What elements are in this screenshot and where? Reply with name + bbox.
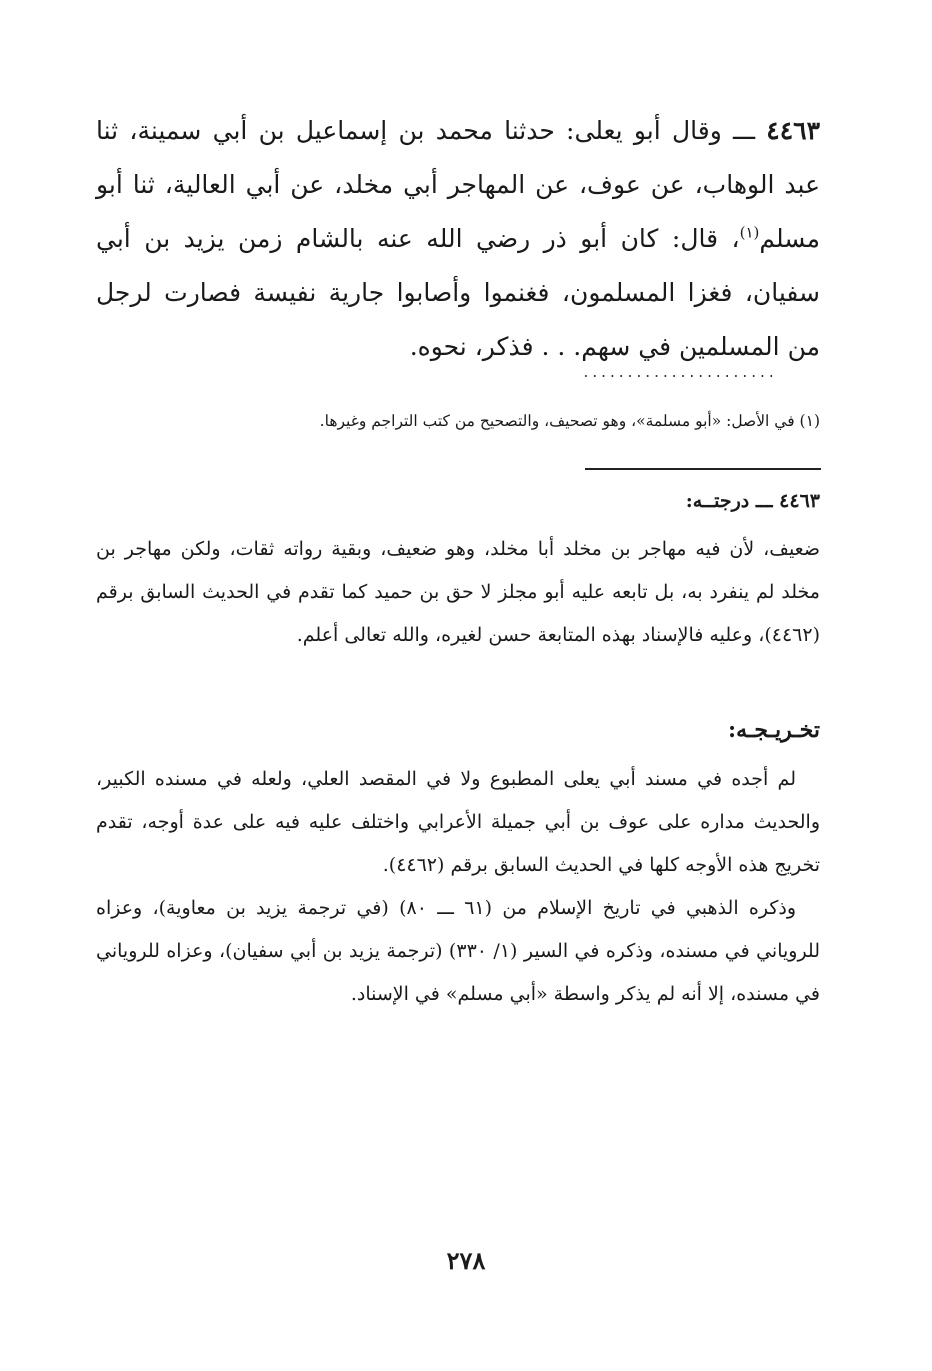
hadith-text bbox=[96, 104, 820, 374]
footnote-marker: (١) bbox=[739, 223, 760, 242]
hadith-number: ٤٤٦٣ bbox=[766, 116, 820, 145]
hadith-text-part1: وقال أبو يعلى: حدثنا محمد بن إسماعيل بن أبي سمينة، ثنا عبد الوهاب، عن عوف، عن المهاجر أبي مخلد، عن أبي العالية، ثنا أبو مسلم bbox=[96, 116, 820, 253]
grade-heading: ٤٤٦٣ ـــ درجتــه: bbox=[685, 490, 820, 512]
section-divider bbox=[585, 468, 821, 470]
footnote: (١) في الأصل: «أبو مسلمة»، وهو تصحيف، والتصحيح من كتب التراجم وغيرها. bbox=[319, 412, 820, 430]
hadith-dash: ـــ bbox=[721, 116, 767, 145]
takhrij-text bbox=[96, 758, 820, 1016]
grade-text: ضعيف، لأن فيه مهاجر بن مخلد أبا مخلد، وهو ضعيف، وبقية رواته ثقات، ولكن مهاجر بن مخلد لم ينفرد به، بل تابعه عليه أبو مجلز لا حق بن حميد كما تقدم في الحديث السابق برقم (٤٤٦٢)، وعليه فالإسناد بهذه المتابعة حسن لغيره، والله تعالى أعلم. bbox=[96, 538, 820, 646]
takhrij-heading: تخـريـجـه: bbox=[727, 717, 820, 743]
page-number: ٢٧٨ bbox=[446, 1246, 486, 1275]
takhrij-paragraph: لم أجده في مسند أبي يعلى المطبوع ولا في المقصد العلي، ولعله في مسنده الكبير، والحديث مداره على عوف بن أبي جميلة الأعرابي واختلف عليه فيه على عدة أوجه، تقدم تخريج هذه الأوجه كلها في الحديث السابق برقم (٤٤٦٢). bbox=[96, 768, 820, 876]
hadith-text-part2: ، قال: كان أبو ذر رضي الله عنه بالشام زمن يزيد بن أبي سفيان، فغزا المسلمون، فغنموا وأصابوا جارية نفيسة فصارت لرجل من المسلمين في سهم. . . فذكر، نحوه. bbox=[96, 224, 820, 361]
takhrij-paragraph: وذكره الذهبي في تاريخ الإسلام من (٦١ ـــ ٨٠) (في ترجمة يزيد بن معاوية)، وعزاه للروياني في مسنده، وذكره في السير (١/ ٣٣٠) (ترجمة يزيد بن أبي سفيان)، وعزاه للروياني في مسنده، إلا أنه لم يذكر واسطة «أبي مسلم» في الإسناد. bbox=[96, 897, 821, 1005]
footnote-separator: ...................... bbox=[582, 366, 777, 380]
